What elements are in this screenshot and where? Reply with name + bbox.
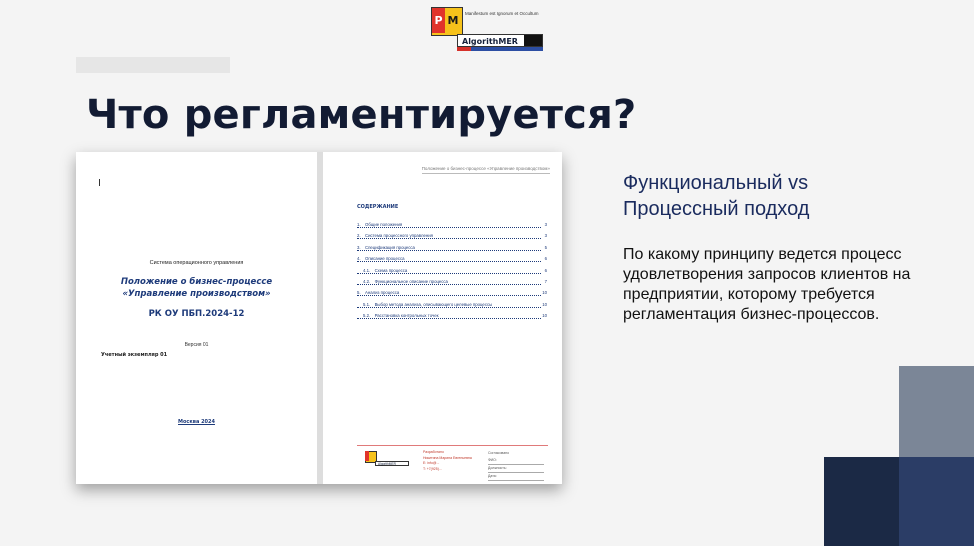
footer-developer-line: Никитина Марина Евгеньевна bbox=[423, 455, 472, 460]
doc-title-line1: Положение о бизнес-процессе bbox=[120, 277, 273, 287]
logo-brand-text: AlgorithMER bbox=[462, 37, 518, 46]
table-of-contents bbox=[357, 222, 547, 325]
subheading-line1: Функциональный vs bbox=[623, 172, 809, 194]
toc-entry-text: Схема процесса bbox=[374, 267, 408, 273]
footer-approval-line: ФИО: bbox=[488, 457, 544, 465]
body-paragraph: По какому принципу ведется процесс удовлетворения запросов клиентов на предприятии, которому требуется регламентация бизнес-процессов. bbox=[623, 246, 911, 323]
toc-entry-page: 3 bbox=[544, 233, 547, 239]
document-toc-page bbox=[323, 152, 562, 484]
toc-entry-page: 3 bbox=[544, 222, 547, 227]
toc-entry-text: Анализ процесса bbox=[364, 290, 400, 296]
toc-entry-number: 5.1. bbox=[363, 301, 371, 307]
toc-leader-dots bbox=[357, 227, 541, 228]
section-subheading bbox=[623, 170, 809, 222]
logo-motto: Manifestum est Ignorum et Occultum bbox=[465, 11, 539, 16]
toc-entry-text: Выбор метода анализа, описывающего целевые процессы bbox=[374, 301, 493, 307]
document-cover-page bbox=[76, 152, 317, 484]
subheading-line2: Процессный подход bbox=[623, 198, 810, 220]
decorative-square-navy bbox=[824, 457, 899, 546]
toc-entry-number: 2. bbox=[357, 233, 361, 239]
doc-version: Версия 01 bbox=[184, 342, 209, 348]
document-preview bbox=[76, 152, 562, 484]
logo-letter-p: P bbox=[432, 8, 445, 33]
toc-row bbox=[357, 268, 547, 279]
toc-entry-text: Расстановка контрольных точек bbox=[374, 313, 439, 319]
toc-entry-number: 4.1. bbox=[363, 267, 371, 273]
toc-entry-page: 10 bbox=[542, 313, 547, 319]
toc-row bbox=[357, 233, 547, 244]
toc-entry-text: Описание процесса bbox=[364, 256, 405, 262]
decorative-strip bbox=[76, 57, 230, 73]
toc-leader-dots bbox=[357, 284, 541, 285]
logo-brand bbox=[457, 34, 543, 47]
doc-copy-number: Учетный экземпляр 01 bbox=[101, 352, 168, 358]
toc-entry-number: 1. bbox=[357, 222, 361, 227]
toc-row bbox=[357, 290, 547, 301]
toc-entry-page: 6 bbox=[544, 256, 547, 262]
slide-title: Что регламентируется? bbox=[86, 92, 637, 138]
toc-entry-text: Спецификация процесса bbox=[364, 244, 415, 250]
toc-entry-page: 10 bbox=[542, 301, 547, 307]
toc-entry-number: 3. bbox=[357, 244, 361, 250]
doc-running-header: Положение о бизнес-процессе «Управление производством» bbox=[422, 166, 550, 174]
toc-row bbox=[357, 222, 547, 233]
toc-row bbox=[357, 279, 547, 290]
doc-code: РК ОУ ПБП.2024-12 bbox=[148, 309, 245, 319]
footer-logo bbox=[365, 451, 409, 469]
footer-logo-brand: AlgorithMER bbox=[375, 461, 409, 466]
toc-row bbox=[357, 302, 547, 313]
decorative-square-grey bbox=[899, 366, 974, 457]
toc-entry-number: 5.2. bbox=[363, 313, 371, 319]
toc-leader-dots bbox=[357, 295, 541, 296]
toc-entry-page: 5 bbox=[544, 244, 547, 250]
footer-developer-line: T: +7(925)... bbox=[423, 466, 442, 471]
toc-row bbox=[357, 245, 547, 256]
decorative-square-blue bbox=[899, 457, 974, 546]
text-cursor bbox=[99, 179, 100, 186]
footer-developer bbox=[423, 450, 472, 472]
toc-leader-dots bbox=[357, 318, 541, 319]
doc-title bbox=[76, 276, 317, 300]
footer-approval bbox=[488, 450, 544, 481]
toc-entry-page: 6 bbox=[544, 267, 547, 273]
toc-entry-text: Функциональное описание процесса bbox=[374, 278, 448, 284]
toc-entry-text: Система процессного управления bbox=[364, 233, 433, 239]
toc-entry-number: 4.2. bbox=[363, 278, 371, 284]
toc-entry-number: 5. bbox=[357, 290, 361, 296]
toc-leader-dots bbox=[357, 261, 541, 262]
toc-entry-page: 10 bbox=[542, 290, 547, 296]
toc-row bbox=[357, 256, 547, 267]
footer-divider bbox=[357, 445, 548, 446]
toc-leader-dots bbox=[357, 238, 541, 239]
toc-entry-number: 4. bbox=[357, 256, 361, 262]
footer-developer-line: E: info@... bbox=[423, 461, 440, 465]
footer-logo-red bbox=[365, 451, 369, 461]
toc-entry-page: 7 bbox=[544, 278, 547, 284]
toc-row bbox=[357, 313, 547, 324]
company-logo bbox=[431, 7, 544, 53]
doc-city-year: Москва 2024 bbox=[178, 419, 215, 425]
doc-system-name: Система операционного управления bbox=[149, 260, 244, 266]
logo-letter-m: M bbox=[447, 14, 459, 27]
logo-red-bar bbox=[457, 47, 471, 51]
footer-developer-line: Разработано bbox=[423, 450, 444, 454]
footer-approval-line: Должность: bbox=[488, 465, 544, 473]
toc-entry-text: Общие положения bbox=[364, 222, 403, 227]
footer-approval-line: Дата: bbox=[488, 473, 544, 481]
toc-title: СОДЕРЖАНИЕ bbox=[357, 204, 399, 210]
footer-approval-line: Согласовано bbox=[488, 451, 510, 455]
logo-black-block bbox=[524, 35, 542, 46]
doc-title-line2: «Управление производством» bbox=[122, 289, 271, 299]
